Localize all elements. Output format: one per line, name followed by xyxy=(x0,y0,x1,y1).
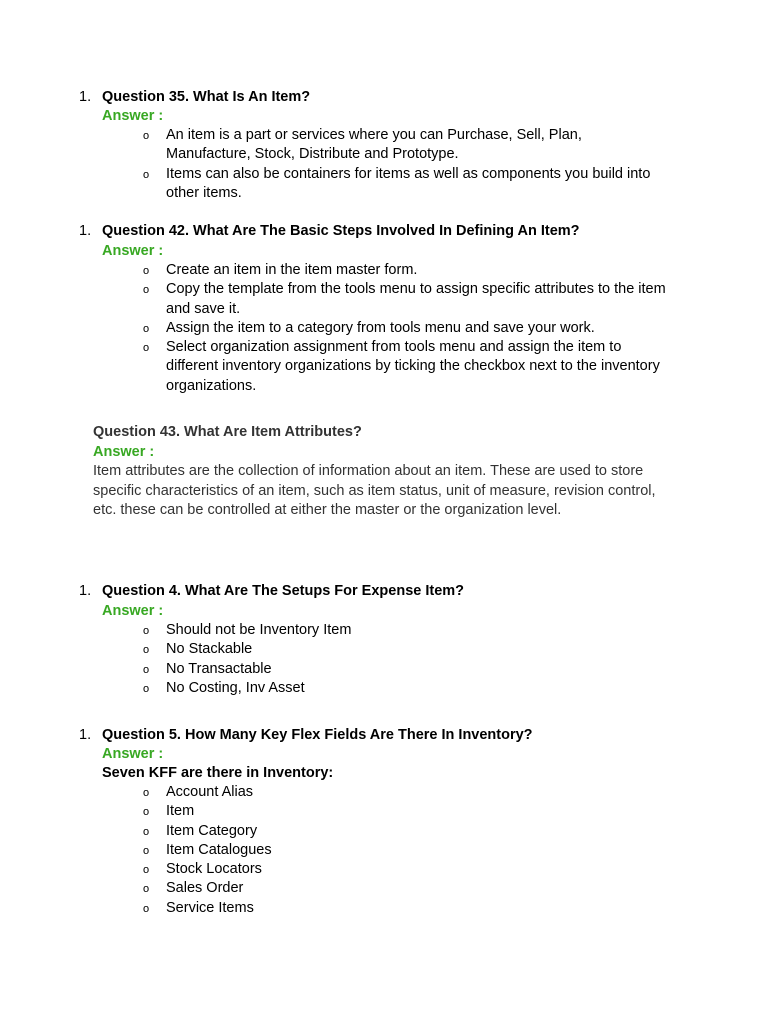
answer-intro: Seven KFF are there in Inventory: xyxy=(102,765,334,781)
circle-bullet-icon: o xyxy=(143,168,150,181)
circle-bullet-icon: o xyxy=(143,682,150,695)
bullet-text: No Transactable xyxy=(166,660,272,677)
question-title: Question 35. What Is An Item? xyxy=(102,89,311,105)
circle-bullet-icon: o xyxy=(143,844,150,857)
bullet-text: Service Items xyxy=(166,899,254,916)
circle-bullet-icon: o xyxy=(143,806,150,819)
answer-bullet-list xyxy=(0,261,768,396)
list-item xyxy=(0,660,666,679)
circle-bullet-icon: o xyxy=(143,625,150,637)
answer-label: Answer : xyxy=(93,444,155,460)
question-title: Question 42. What Are The Basic Steps Involved In Defining An Item? xyxy=(102,223,580,239)
circle-bullet-icon: o xyxy=(143,883,150,896)
bullet-text: Items can also be containers for items as well as components you build into other items. xyxy=(166,165,651,201)
bullet-text: No Stackable xyxy=(166,641,253,658)
list-item xyxy=(0,822,666,841)
circle-bullet-icon: o xyxy=(143,284,150,297)
answer-label: Answer : xyxy=(102,242,164,259)
answer-paragraph: Item attributes are the collection of information about an item. These are used to store specific characteristics of an item, such as item status, unit of measure, revision control, etc. these can be controlled at either the master or the organization level. xyxy=(93,463,656,518)
bullet-text: Copy the template from the tools menu to assign specific attributes to the item and save it. xyxy=(166,281,666,317)
answer-label: Answer : xyxy=(102,602,164,619)
bullet-text: Stock Locators xyxy=(166,861,262,878)
question-title: Question 5. How Many Key Flex Fields Are There In Inventory? xyxy=(102,727,533,743)
list-item xyxy=(0,899,666,918)
list-item xyxy=(0,841,666,860)
answer-label: Answer : xyxy=(102,746,164,762)
list-item xyxy=(0,621,666,640)
bullet-text: Item Category xyxy=(166,822,258,839)
list-item xyxy=(0,860,666,879)
circle-bullet-icon: o xyxy=(143,342,150,355)
bullet-text: Sales Order xyxy=(166,880,244,897)
question-title: Question 4. What Are The Setups For Expense Item? xyxy=(102,583,465,599)
circle-bullet-icon: o xyxy=(143,864,150,877)
bullet-text: Create an item in the item master form. xyxy=(166,262,418,278)
list-number: 1. xyxy=(79,727,92,743)
answer-bullet-list xyxy=(0,621,768,698)
list-item xyxy=(0,879,666,898)
list-item xyxy=(0,280,666,319)
list-number: 1. xyxy=(79,89,92,105)
bullet-text: Item xyxy=(166,803,195,820)
circle-bullet-icon: o xyxy=(143,265,150,277)
list-item xyxy=(0,679,666,698)
list-item xyxy=(0,126,666,165)
list-item xyxy=(0,261,666,280)
bullet-text: No Costing, Inv Asset xyxy=(166,679,305,696)
list-number: 1. xyxy=(79,223,92,239)
list-item xyxy=(0,640,666,659)
circle-bullet-icon: o xyxy=(143,787,150,799)
list-item xyxy=(0,802,666,821)
list-item xyxy=(0,783,666,802)
bullet-text: Item Catalogues xyxy=(166,841,272,858)
bullet-text: Account Alias xyxy=(166,784,254,800)
bullet-text: Select organization assignment from tools menu and assign the item to different inventory organizations by ticking the checkbox next to the inventory organizations. xyxy=(166,339,660,394)
circle-bullet-icon: o xyxy=(143,825,150,838)
question-title: Question 43. What Are Item Attributes? xyxy=(93,424,362,440)
circle-bullet-icon: o xyxy=(143,663,150,676)
circle-bullet-icon: o xyxy=(143,902,150,915)
list-item xyxy=(0,319,666,338)
bullet-text: Should not be Inventory Item xyxy=(166,622,352,638)
answer-label: Answer : xyxy=(102,108,164,124)
bullet-text: An item is a part or services where you can Purchase, Sell, Plan, Manufacture, Stock, Distribute and Prototype. xyxy=(166,127,582,163)
list-item xyxy=(0,338,666,396)
list-item xyxy=(0,165,666,204)
circle-bullet-icon: o xyxy=(143,130,150,142)
answer-bullet-list xyxy=(0,783,768,918)
circle-bullet-icon: o xyxy=(143,322,150,335)
answer-bullet-list xyxy=(0,126,768,203)
bullet-text: Assign the item to a category from tools menu and save your work. xyxy=(166,319,595,336)
circle-bullet-icon: o xyxy=(143,644,150,657)
list-number: 1. xyxy=(79,583,92,599)
